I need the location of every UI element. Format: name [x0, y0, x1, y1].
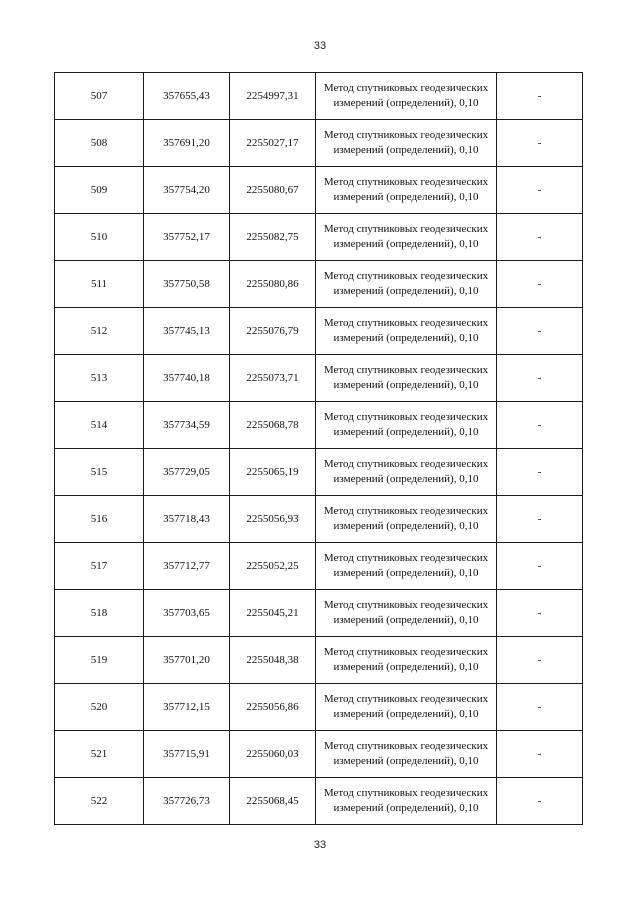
point-number-cell: 511	[55, 261, 144, 308]
point-number-cell: 512	[55, 308, 144, 355]
description-cell: -	[497, 308, 583, 355]
y-coordinate-cell: 2255056,86	[230, 684, 316, 731]
y-coordinate-cell: 2255048,38	[230, 637, 316, 684]
y-coordinate-cell: 2255060,03	[230, 731, 316, 778]
description-cell: -	[497, 543, 583, 590]
table-row	[55, 120, 583, 167]
y-coordinate-cell: 2255076,79	[230, 308, 316, 355]
x-coordinate-cell: 357740,18	[144, 355, 230, 402]
x-coordinate-cell: 357703,65	[144, 590, 230, 637]
description-cell: -	[497, 778, 583, 825]
method-text: Метод спутниковых геодезических измерений (определений), 0,10	[323, 505, 489, 532]
x-coordinate-cell: 357745,13	[144, 308, 230, 355]
y-coordinate-cell: 2255073,71	[230, 355, 316, 402]
x-coordinate-cell: 357691,20	[144, 120, 230, 167]
x-coordinate-cell: 357701,20	[144, 637, 230, 684]
method-text: Метод спутниковых геодезических измерений (определений), 0,10	[323, 317, 489, 344]
y-coordinate-cell: 2255045,21	[230, 590, 316, 637]
point-number-cell: 517	[55, 543, 144, 590]
table-row	[55, 637, 583, 684]
coordinates-table	[54, 72, 583, 825]
description-cell: -	[497, 73, 583, 120]
point-number-cell: 516	[55, 496, 144, 543]
description-cell: -	[497, 496, 583, 543]
method-cell	[316, 167, 497, 214]
point-number-cell: 521	[55, 731, 144, 778]
method-cell	[316, 590, 497, 637]
point-number-cell: 508	[55, 120, 144, 167]
method-cell	[316, 684, 497, 731]
table-row	[55, 214, 583, 261]
y-coordinate-cell: 2255082,75	[230, 214, 316, 261]
method-cell	[316, 731, 497, 778]
method-text: Метод спутниковых геодезических измерений (определений), 0,10	[323, 740, 489, 767]
method-cell	[316, 637, 497, 684]
table-row	[55, 590, 583, 637]
method-text: Метод спутниковых геодезических измерений (определений), 0,10	[323, 82, 489, 109]
table-row	[55, 402, 583, 449]
table-row	[55, 167, 583, 214]
description-cell: -	[497, 261, 583, 308]
point-number-cell: 509	[55, 167, 144, 214]
x-coordinate-cell: 357655,43	[144, 73, 230, 120]
point-number-cell: 507	[55, 73, 144, 120]
x-coordinate-cell: 357712,77	[144, 543, 230, 590]
page-number-top: 33	[313, 40, 327, 52]
method-text: Метод спутниковых геодезических измерений (определений), 0,10	[323, 693, 489, 720]
table-row	[55, 261, 583, 308]
y-coordinate-cell: 2255052,25	[230, 543, 316, 590]
table-row	[55, 449, 583, 496]
method-text: Метод спутниковых геодезических измерений (определений), 0,10	[323, 223, 489, 250]
method-text: Метод спутниковых геодезических измерений (определений), 0,10	[323, 411, 489, 438]
table-row	[55, 731, 583, 778]
description-cell: -	[497, 684, 583, 731]
description-cell: -	[497, 355, 583, 402]
method-cell	[316, 496, 497, 543]
point-number-cell: 515	[55, 449, 144, 496]
description-cell: -	[497, 402, 583, 449]
method-text: Метод спутниковых геодезических измерений (определений), 0,10	[323, 599, 489, 626]
method-cell	[316, 778, 497, 825]
table-row	[55, 73, 583, 120]
x-coordinate-cell: 357729,05	[144, 449, 230, 496]
table-row	[55, 778, 583, 825]
y-coordinate-cell: 2255056,93	[230, 496, 316, 543]
table-row	[55, 684, 583, 731]
method-cell	[316, 543, 497, 590]
description-cell: -	[497, 731, 583, 778]
x-coordinate-cell: 357750,58	[144, 261, 230, 308]
page-number-bottom: 33	[313, 839, 327, 851]
point-number-cell: 510	[55, 214, 144, 261]
description-cell: -	[497, 214, 583, 261]
point-number-cell: 520	[55, 684, 144, 731]
x-coordinate-cell: 357726,73	[144, 778, 230, 825]
x-coordinate-cell: 357752,17	[144, 214, 230, 261]
description-cell: -	[497, 590, 583, 637]
point-number-cell: 514	[55, 402, 144, 449]
method-cell	[316, 449, 497, 496]
method-text: Метод спутниковых геодезических измерений (определений), 0,10	[323, 176, 489, 203]
point-number-cell: 513	[55, 355, 144, 402]
method-text: Метод спутниковых геодезических измерений (определений), 0,10	[323, 787, 489, 814]
method-cell	[316, 355, 497, 402]
y-coordinate-cell: 2255080,67	[230, 167, 316, 214]
method-cell	[316, 120, 497, 167]
table-row	[55, 308, 583, 355]
description-cell: -	[497, 449, 583, 496]
method-text: Метод спутниковых геодезических измерений (определений), 0,10	[323, 646, 489, 673]
method-text: Метод спутниковых геодезических измерений (определений), 0,10	[323, 129, 489, 156]
method-cell	[316, 308, 497, 355]
method-text: Метод спутниковых геодезических измерений (определений), 0,10	[323, 458, 489, 485]
y-coordinate-cell: 2255027,17	[230, 120, 316, 167]
method-cell	[316, 402, 497, 449]
point-number-cell: 522	[55, 778, 144, 825]
description-cell: -	[497, 120, 583, 167]
x-coordinate-cell: 357754,20	[144, 167, 230, 214]
y-coordinate-cell: 2254997,31	[230, 73, 316, 120]
point-number-cell: 518	[55, 590, 144, 637]
y-coordinate-cell: 2255065,19	[230, 449, 316, 496]
y-coordinate-cell: 2255068,78	[230, 402, 316, 449]
x-coordinate-cell: 357734,59	[144, 402, 230, 449]
table-row	[55, 355, 583, 402]
x-coordinate-cell: 357715,91	[144, 731, 230, 778]
coordinates-table-body	[55, 73, 583, 825]
description-cell: -	[497, 167, 583, 214]
method-cell	[316, 214, 497, 261]
table-row	[55, 496, 583, 543]
y-coordinate-cell: 2255068,45	[230, 778, 316, 825]
y-coordinate-cell: 2255080,86	[230, 261, 316, 308]
method-cell	[316, 73, 497, 120]
x-coordinate-cell: 357712,15	[144, 684, 230, 731]
x-coordinate-cell: 357718,43	[144, 496, 230, 543]
point-number-cell: 519	[55, 637, 144, 684]
method-text: Метод спутниковых геодезических измерений (определений), 0,10	[323, 552, 489, 579]
description-cell: -	[497, 637, 583, 684]
table-row	[55, 543, 583, 590]
method-cell	[316, 261, 497, 308]
method-text: Метод спутниковых геодезических измерений (определений), 0,10	[323, 270, 489, 297]
method-text: Метод спутниковых геодезических измерений (определений), 0,10	[323, 364, 489, 391]
